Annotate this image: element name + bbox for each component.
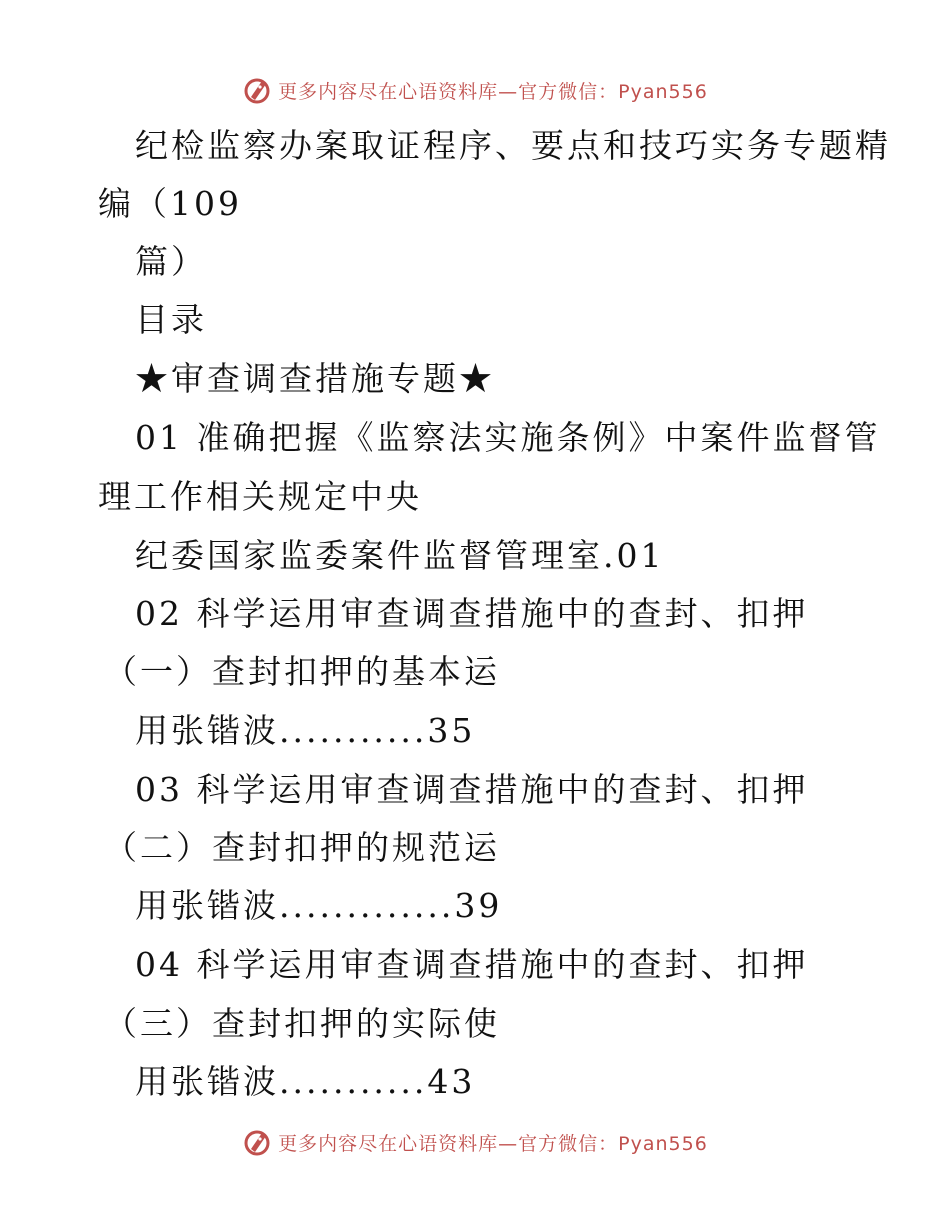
toc-heading: 目录	[135, 300, 207, 339]
footer-watermark	[0, 1122, 950, 1162]
watermark-text: 更多内容尽在心语资料库—官方微信：Pyan556	[278, 1132, 708, 1155]
watermark-wechat-id: Pyan556	[618, 1132, 708, 1155]
toc-entry-02-line-3: 用张锴波...........35	[135, 711, 476, 750]
toc-entry-04-line-1: 04 科学运用审查调查措施中的查封、扣押	[135, 945, 809, 984]
document-title-line-2: 编（109	[98, 184, 242, 223]
pen-nib-logo-icon	[242, 75, 272, 105]
document-title-line-1: 纪检监察办案取证程序、要点和技巧实务专题精	[135, 126, 891, 165]
toc-entry-04-line-2: （三）查封扣押的实际使	[104, 1004, 500, 1043]
toc-entry-03-line-3: 用张锴波.............39	[135, 886, 503, 925]
toc-entry-03-line-2: （二）查封扣押的规范运	[104, 828, 500, 867]
toc-entry-01-line-1: 01 准确把握《监察法实施条例》中案件监督管	[135, 418, 881, 457]
watermark-text: 更多内容尽在心语资料库—官方微信：Pyan556	[278, 80, 708, 103]
pen-nib-logo-icon	[242, 1127, 272, 1157]
toc-entry-01-line-3: 纪委国家监委案件监督管理室.01	[135, 536, 665, 575]
toc-entry-01-line-2: 理工作相关规定中央	[98, 477, 422, 516]
toc-entry-02-line-1: 02 科学运用审查调查措施中的查封、扣押	[135, 594, 809, 633]
header-watermark	[0, 70, 950, 110]
toc-entry-02-line-2: （一）查封扣押的基本运	[104, 652, 500, 691]
toc-section-heading: ★审查调查措施专题★	[135, 359, 495, 398]
document-title-line-3: 篇）	[135, 242, 207, 281]
toc-entry-03-line-1: 03 科学运用审查调查措施中的查封、扣押	[135, 770, 809, 809]
watermark-wechat-id: Pyan556	[618, 80, 708, 103]
toc-entry-04-line-3: 用张锴波...........43	[135, 1062, 476, 1101]
